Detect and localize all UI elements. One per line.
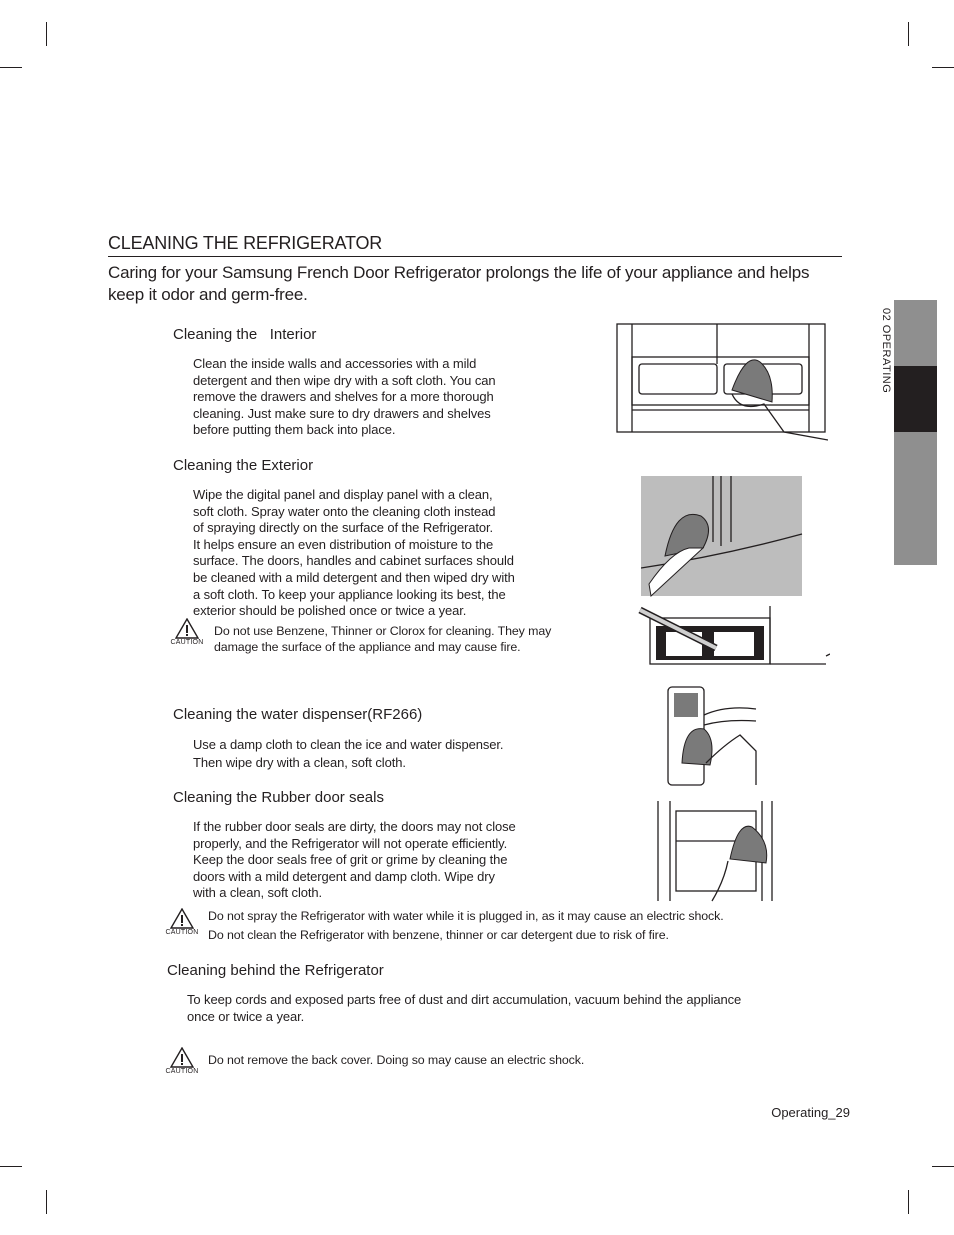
caution-label: CAUTION	[170, 639, 204, 646]
seals-body	[193, 819, 593, 902]
text-line: properly, and the Refrigerator will not operate efficiently.	[193, 835, 508, 851]
text-line: be cleaned with a mild detergent and then wiped dry with	[193, 569, 515, 585]
behind-caution-text	[208, 1052, 808, 1068]
dispenser-heading: Cleaning the water dispenser(RF266)	[173, 706, 423, 723]
text-line: doors with a mild detergent and damp cloth. Wipe dry	[193, 868, 495, 884]
seals-heading: Cleaning the Rubber door seals	[173, 789, 384, 806]
seals-cleaning-illustration	[654, 801, 776, 903]
text-line: once or twice a year.	[187, 1008, 305, 1024]
text-line: soft cloth. Spray water onto the cleaning cloth instead	[193, 503, 496, 519]
crop-mark	[46, 22, 47, 46]
text-line: To keep cords and exposed parts free of dust and dirt accumulation, vacuum behind the appliance	[187, 992, 742, 1007]
text-line: exterior should be polished once or twice a year.	[193, 603, 467, 619]
interior-body	[193, 356, 593, 439]
dispenser-panel-illustration	[636, 604, 830, 668]
crop-mark	[908, 1190, 909, 1214]
text-line: Use a damp cloth to clean the ice and water dispenser.	[193, 737, 504, 752]
text-line: It helps ensure an even distribution of moisture to the	[193, 536, 494, 552]
crop-mark	[908, 22, 909, 46]
text-line: If the rubber door seals are dirty, the doors may not close	[193, 819, 516, 834]
exterior-body	[193, 487, 593, 620]
title-rule	[108, 256, 842, 257]
crop-mark	[46, 1190, 47, 1214]
interior-cleaning-illustration	[614, 322, 828, 444]
dispenser-cleaning-illustration	[666, 685, 758, 787]
caution-icon	[170, 618, 204, 654]
text-line: remove the drawers and shelves for a more thorough	[193, 389, 494, 405]
exterior-cleaning-illustration	[641, 476, 803, 598]
text-line: Wipe the digital panel and display panel with a clean,	[193, 487, 493, 502]
intro-text: Caring for your Samsung French Door Refrigerator prolongs the life of your appliance and helps keep it odor and germ-free.	[108, 263, 810, 304]
crop-mark	[0, 67, 22, 68]
text-line: Do not use Benzene, Thinner or Clorox for cleaning. They may	[214, 624, 552, 638]
crop-mark	[932, 1166, 954, 1167]
interior-heading: Cleaning the Interior	[173, 326, 317, 343]
text-line: detergent and then wipe dry with a soft cloth. You can	[193, 372, 496, 388]
text-line: surface. The doors, handles and cabinet surfaces should	[193, 553, 514, 569]
caution-icon	[165, 908, 199, 944]
text-line: damage the surface of the appliance and may cause fire.	[214, 640, 521, 654]
side-tab-active-marker	[894, 366, 937, 432]
side-tab-label: 02 OPERATING	[880, 308, 892, 394]
text-line: Do not remove the back cover. Doing so may cause an electric shock.	[208, 1053, 585, 1067]
text-line: Then wipe dry with a clean, soft cloth.	[193, 755, 406, 770]
exterior-heading: Cleaning the Exterior	[173, 457, 314, 474]
caution-label: CAUTION	[165, 929, 199, 936]
text-line: cleaning. Just make sure to dry drawers and shelves	[193, 405, 491, 421]
text-line: a soft cloth. To keep your appliance looking its best, the	[193, 586, 506, 602]
page-footer: Operating_29	[771, 1105, 850, 1120]
dispenser-body	[193, 736, 593, 772]
text-line: Do not clean the Refrigerator with benzene, thinner or car detergent due to risk of fire.	[208, 928, 669, 942]
text-line: Do not spray the Refrigerator with water while it is plugged in, as it may cause an electric shock.	[208, 909, 724, 923]
text-line: before putting them back into place.	[193, 422, 396, 438]
section-title: CLEANING THE REFRIGERATOR	[108, 233, 383, 253]
text-line: of spraying directly on the surface of the Refrigerator.	[193, 520, 494, 536]
text-line: Keep the door seals free of grit or grime by cleaning the	[193, 852, 508, 868]
caution-label: CAUTION	[165, 1068, 199, 1075]
behind-body	[187, 992, 827, 1025]
text-line: with a clean, soft cloth.	[193, 885, 323, 901]
side-tab-band	[894, 300, 937, 565]
caution-icon	[165, 1047, 199, 1083]
behind-heading: Cleaning behind the Refrigerator	[167, 962, 384, 979]
crop-mark	[932, 67, 954, 68]
text-line: Clean the inside walls and accessories with a mild	[193, 356, 477, 371]
crop-mark	[0, 1166, 22, 1167]
seals-caution-text	[208, 907, 818, 945]
exterior-caution-text	[214, 623, 594, 655]
